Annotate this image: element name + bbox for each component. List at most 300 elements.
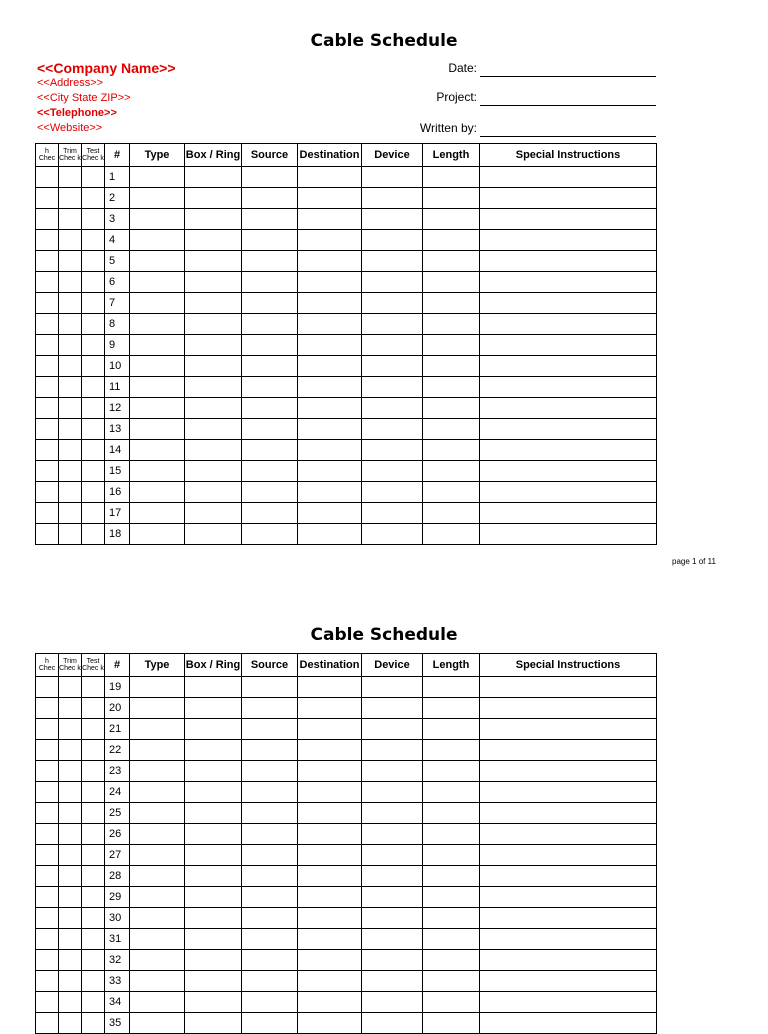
table-cell[interactable] bbox=[82, 740, 105, 761]
table-cell[interactable] bbox=[185, 461, 242, 482]
table-cell[interactable] bbox=[185, 188, 242, 209]
table-cell[interactable] bbox=[362, 314, 423, 335]
table-cell[interactable] bbox=[185, 719, 242, 740]
table-cell[interactable] bbox=[298, 440, 362, 461]
table-cell[interactable] bbox=[36, 503, 59, 524]
table-cell[interactable] bbox=[480, 398, 657, 419]
table-cell[interactable] bbox=[298, 929, 362, 950]
table-cell[interactable] bbox=[423, 314, 480, 335]
table-cell[interactable] bbox=[242, 845, 298, 866]
table-cell[interactable] bbox=[59, 188, 82, 209]
table-cell[interactable] bbox=[242, 230, 298, 251]
table-cell[interactable] bbox=[423, 698, 480, 719]
table-cell[interactable] bbox=[298, 167, 362, 188]
table-cell[interactable] bbox=[36, 992, 59, 1013]
table-cell[interactable] bbox=[59, 293, 82, 314]
table-cell[interactable] bbox=[362, 698, 423, 719]
table-cell[interactable] bbox=[59, 167, 82, 188]
table-cell[interactable] bbox=[59, 230, 82, 251]
table-cell[interactable] bbox=[82, 377, 105, 398]
table-cell[interactable] bbox=[298, 377, 362, 398]
table-cell[interactable] bbox=[82, 782, 105, 803]
table-cell[interactable] bbox=[82, 293, 105, 314]
project-field[interactable] bbox=[480, 105, 656, 106]
table-cell[interactable] bbox=[242, 188, 298, 209]
table-cell[interactable] bbox=[423, 293, 480, 314]
table-cell[interactable] bbox=[480, 440, 657, 461]
table-cell[interactable] bbox=[242, 887, 298, 908]
table-cell[interactable] bbox=[82, 398, 105, 419]
table-cell[interactable] bbox=[59, 251, 82, 272]
table-cell[interactable] bbox=[130, 398, 185, 419]
table-cell[interactable] bbox=[423, 1013, 480, 1034]
table-cell[interactable] bbox=[480, 503, 657, 524]
table-cell[interactable] bbox=[242, 398, 298, 419]
table-cell[interactable] bbox=[185, 761, 242, 782]
table-cell[interactable] bbox=[185, 1013, 242, 1034]
table-cell[interactable] bbox=[423, 167, 480, 188]
table-cell[interactable] bbox=[480, 971, 657, 992]
table-cell[interactable] bbox=[185, 377, 242, 398]
table-cell[interactable] bbox=[480, 482, 657, 503]
table-cell[interactable] bbox=[185, 971, 242, 992]
table-cell[interactable] bbox=[423, 188, 480, 209]
table-cell[interactable] bbox=[59, 740, 82, 761]
table-cell[interactable] bbox=[82, 167, 105, 188]
table-cell[interactable] bbox=[82, 845, 105, 866]
table-cell[interactable] bbox=[480, 719, 657, 740]
table-cell[interactable] bbox=[480, 293, 657, 314]
table-cell[interactable] bbox=[59, 356, 82, 377]
table-cell[interactable] bbox=[130, 314, 185, 335]
table-cell[interactable] bbox=[298, 188, 362, 209]
table-cell[interactable] bbox=[36, 167, 59, 188]
table-cell[interactable] bbox=[185, 782, 242, 803]
table-cell[interactable] bbox=[59, 824, 82, 845]
table-cell[interactable] bbox=[480, 929, 657, 950]
table-cell[interactable] bbox=[82, 908, 105, 929]
table-cell[interactable] bbox=[480, 761, 657, 782]
table-cell[interactable] bbox=[298, 992, 362, 1013]
table-cell[interactable] bbox=[242, 461, 298, 482]
table-cell[interactable] bbox=[423, 887, 480, 908]
table-cell[interactable] bbox=[242, 740, 298, 761]
table-cell[interactable] bbox=[130, 419, 185, 440]
table-cell[interactable] bbox=[242, 950, 298, 971]
table-cell[interactable] bbox=[185, 293, 242, 314]
table-cell[interactable] bbox=[480, 272, 657, 293]
table-cell[interactable] bbox=[36, 971, 59, 992]
table-cell[interactable] bbox=[298, 971, 362, 992]
table-cell[interactable] bbox=[298, 461, 362, 482]
table-cell[interactable] bbox=[423, 503, 480, 524]
table-cell[interactable] bbox=[82, 971, 105, 992]
table-cell[interactable] bbox=[59, 524, 82, 545]
table-cell[interactable] bbox=[130, 251, 185, 272]
table-cell[interactable] bbox=[423, 824, 480, 845]
table-cell[interactable] bbox=[298, 824, 362, 845]
table-cell[interactable] bbox=[362, 398, 423, 419]
table-cell[interactable] bbox=[59, 272, 82, 293]
table-cell[interactable] bbox=[298, 482, 362, 503]
table-cell[interactable] bbox=[362, 377, 423, 398]
table-cell[interactable] bbox=[298, 524, 362, 545]
table-cell[interactable] bbox=[36, 314, 59, 335]
table-cell[interactable] bbox=[36, 440, 59, 461]
table-cell[interactable] bbox=[298, 209, 362, 230]
table-cell[interactable] bbox=[298, 251, 362, 272]
table-cell[interactable] bbox=[59, 440, 82, 461]
table-cell[interactable] bbox=[82, 272, 105, 293]
table-cell[interactable] bbox=[362, 761, 423, 782]
table-cell[interactable] bbox=[36, 419, 59, 440]
table-cell[interactable] bbox=[36, 824, 59, 845]
written-by-field[interactable] bbox=[480, 136, 656, 137]
table-cell[interactable] bbox=[480, 887, 657, 908]
table-cell[interactable] bbox=[82, 356, 105, 377]
table-cell[interactable] bbox=[242, 377, 298, 398]
table-cell[interactable] bbox=[423, 803, 480, 824]
table-cell[interactable] bbox=[480, 188, 657, 209]
table-cell[interactable] bbox=[185, 824, 242, 845]
table-cell[interactable] bbox=[185, 992, 242, 1013]
table-cell[interactable] bbox=[362, 719, 423, 740]
table-cell[interactable] bbox=[130, 272, 185, 293]
table-cell[interactable] bbox=[423, 740, 480, 761]
table-cell[interactable] bbox=[362, 908, 423, 929]
table-cell[interactable] bbox=[242, 209, 298, 230]
table-cell[interactable] bbox=[36, 293, 59, 314]
table-cell[interactable] bbox=[185, 929, 242, 950]
table-cell[interactable] bbox=[130, 803, 185, 824]
table-cell[interactable] bbox=[362, 803, 423, 824]
table-cell[interactable] bbox=[362, 335, 423, 356]
table-cell[interactable] bbox=[480, 377, 657, 398]
table-cell[interactable] bbox=[362, 992, 423, 1013]
table-cell[interactable] bbox=[130, 188, 185, 209]
table-cell[interactable] bbox=[82, 677, 105, 698]
table-cell[interactable] bbox=[242, 971, 298, 992]
table-cell[interactable] bbox=[185, 677, 242, 698]
table-cell[interactable] bbox=[362, 419, 423, 440]
table-cell[interactable] bbox=[82, 698, 105, 719]
table-cell[interactable] bbox=[36, 698, 59, 719]
table-cell[interactable] bbox=[82, 419, 105, 440]
table-cell[interactable] bbox=[298, 230, 362, 251]
table-cell[interactable] bbox=[480, 698, 657, 719]
table-cell[interactable] bbox=[82, 461, 105, 482]
table-cell[interactable] bbox=[423, 461, 480, 482]
table-cell[interactable] bbox=[130, 971, 185, 992]
table-cell[interactable] bbox=[82, 251, 105, 272]
table-cell[interactable] bbox=[362, 866, 423, 887]
table-cell[interactable] bbox=[82, 230, 105, 251]
table-cell[interactable] bbox=[36, 761, 59, 782]
table-cell[interactable] bbox=[130, 503, 185, 524]
table-cell[interactable] bbox=[423, 782, 480, 803]
table-cell[interactable] bbox=[36, 950, 59, 971]
table-cell[interactable] bbox=[362, 188, 423, 209]
table-cell[interactable] bbox=[480, 356, 657, 377]
table-cell[interactable] bbox=[130, 293, 185, 314]
table-cell[interactable] bbox=[362, 740, 423, 761]
table-cell[interactable] bbox=[242, 908, 298, 929]
table-cell[interactable] bbox=[59, 503, 82, 524]
table-cell[interactable] bbox=[185, 698, 242, 719]
table-cell[interactable] bbox=[82, 1013, 105, 1034]
table-cell[interactable] bbox=[130, 356, 185, 377]
table-cell[interactable] bbox=[480, 524, 657, 545]
table-cell[interactable] bbox=[423, 356, 480, 377]
table-cell[interactable] bbox=[130, 377, 185, 398]
table-cell[interactable] bbox=[59, 698, 82, 719]
table-cell[interactable] bbox=[242, 524, 298, 545]
table-cell[interactable] bbox=[362, 782, 423, 803]
table-cell[interactable] bbox=[59, 929, 82, 950]
table-cell[interactable] bbox=[423, 251, 480, 272]
table-cell[interactable] bbox=[82, 524, 105, 545]
table-cell[interactable] bbox=[298, 398, 362, 419]
table-cell[interactable] bbox=[423, 440, 480, 461]
table-cell[interactable] bbox=[423, 209, 480, 230]
table-cell[interactable] bbox=[298, 503, 362, 524]
table-cell[interactable] bbox=[362, 971, 423, 992]
table-cell[interactable] bbox=[130, 698, 185, 719]
table-cell[interactable] bbox=[185, 209, 242, 230]
table-cell[interactable] bbox=[82, 929, 105, 950]
table-cell[interactable] bbox=[59, 782, 82, 803]
table-cell[interactable] bbox=[242, 272, 298, 293]
table-cell[interactable] bbox=[423, 992, 480, 1013]
table-cell[interactable] bbox=[242, 677, 298, 698]
table-cell[interactable] bbox=[59, 461, 82, 482]
table-cell[interactable] bbox=[480, 461, 657, 482]
table-cell[interactable] bbox=[242, 314, 298, 335]
table-cell[interactable] bbox=[36, 335, 59, 356]
table-cell[interactable] bbox=[298, 908, 362, 929]
table-cell[interactable] bbox=[185, 803, 242, 824]
table-cell[interactable] bbox=[423, 950, 480, 971]
table-cell[interactable] bbox=[298, 335, 362, 356]
table-cell[interactable] bbox=[59, 971, 82, 992]
table-cell[interactable] bbox=[423, 845, 480, 866]
table-cell[interactable] bbox=[82, 440, 105, 461]
table-cell[interactable] bbox=[130, 950, 185, 971]
table-cell[interactable] bbox=[242, 335, 298, 356]
table-cell[interactable] bbox=[59, 314, 82, 335]
table-cell[interactable] bbox=[362, 356, 423, 377]
table-cell[interactable] bbox=[298, 845, 362, 866]
table-cell[interactable] bbox=[185, 251, 242, 272]
table-cell[interactable] bbox=[423, 761, 480, 782]
table-cell[interactable] bbox=[82, 314, 105, 335]
table-cell[interactable] bbox=[423, 398, 480, 419]
table-cell[interactable] bbox=[59, 845, 82, 866]
table-cell[interactable] bbox=[36, 230, 59, 251]
table-cell[interactable] bbox=[480, 908, 657, 929]
table-cell[interactable] bbox=[82, 719, 105, 740]
table-cell[interactable] bbox=[59, 377, 82, 398]
table-cell[interactable] bbox=[185, 866, 242, 887]
table-cell[interactable] bbox=[480, 950, 657, 971]
table-cell[interactable] bbox=[298, 1013, 362, 1034]
table-cell[interactable] bbox=[298, 314, 362, 335]
table-cell[interactable] bbox=[185, 908, 242, 929]
table-cell[interactable] bbox=[36, 803, 59, 824]
table-cell[interactable] bbox=[130, 209, 185, 230]
table-cell[interactable] bbox=[59, 419, 82, 440]
table-cell[interactable] bbox=[36, 845, 59, 866]
table-cell[interactable] bbox=[130, 866, 185, 887]
table-cell[interactable] bbox=[130, 440, 185, 461]
table-cell[interactable] bbox=[59, 908, 82, 929]
table-cell[interactable] bbox=[82, 761, 105, 782]
table-cell[interactable] bbox=[298, 950, 362, 971]
table-cell[interactable] bbox=[82, 335, 105, 356]
table-cell[interactable] bbox=[362, 482, 423, 503]
table-cell[interactable] bbox=[130, 1013, 185, 1034]
table-cell[interactable] bbox=[423, 230, 480, 251]
table-cell[interactable] bbox=[480, 335, 657, 356]
table-cell[interactable] bbox=[82, 866, 105, 887]
table-cell[interactable] bbox=[130, 677, 185, 698]
table-cell[interactable] bbox=[362, 950, 423, 971]
table-cell[interactable] bbox=[36, 782, 59, 803]
table-cell[interactable] bbox=[185, 335, 242, 356]
table-cell[interactable] bbox=[298, 761, 362, 782]
table-cell[interactable] bbox=[36, 866, 59, 887]
table-cell[interactable] bbox=[59, 719, 82, 740]
table-cell[interactable] bbox=[298, 419, 362, 440]
table-cell[interactable] bbox=[362, 824, 423, 845]
table-cell[interactable] bbox=[242, 419, 298, 440]
table-cell[interactable] bbox=[423, 929, 480, 950]
table-cell[interactable] bbox=[362, 1013, 423, 1034]
table-cell[interactable] bbox=[36, 461, 59, 482]
table-cell[interactable] bbox=[36, 929, 59, 950]
table-cell[interactable] bbox=[36, 1013, 59, 1034]
table-cell[interactable] bbox=[423, 908, 480, 929]
table-cell[interactable] bbox=[185, 482, 242, 503]
table-cell[interactable] bbox=[130, 482, 185, 503]
table-cell[interactable] bbox=[36, 398, 59, 419]
table-cell[interactable] bbox=[242, 929, 298, 950]
table-cell[interactable] bbox=[423, 482, 480, 503]
table-cell[interactable] bbox=[242, 761, 298, 782]
table-cell[interactable] bbox=[130, 335, 185, 356]
table-cell[interactable] bbox=[362, 461, 423, 482]
table-cell[interactable] bbox=[242, 719, 298, 740]
table-cell[interactable] bbox=[362, 209, 423, 230]
table-cell[interactable] bbox=[423, 866, 480, 887]
table-cell[interactable] bbox=[298, 740, 362, 761]
table-cell[interactable] bbox=[36, 482, 59, 503]
table-cell[interactable] bbox=[423, 272, 480, 293]
table-cell[interactable] bbox=[36, 887, 59, 908]
table-cell[interactable] bbox=[185, 314, 242, 335]
table-cell[interactable] bbox=[480, 824, 657, 845]
table-cell[interactable] bbox=[82, 503, 105, 524]
table-cell[interactable] bbox=[480, 782, 657, 803]
table-cell[interactable] bbox=[36, 908, 59, 929]
table-cell[interactable] bbox=[185, 230, 242, 251]
table-cell[interactable] bbox=[480, 803, 657, 824]
date-field[interactable] bbox=[480, 76, 656, 77]
table-cell[interactable] bbox=[36, 272, 59, 293]
table-cell[interactable] bbox=[130, 167, 185, 188]
table-cell[interactable] bbox=[59, 992, 82, 1013]
table-cell[interactable] bbox=[130, 461, 185, 482]
table-cell[interactable] bbox=[36, 740, 59, 761]
table-cell[interactable] bbox=[362, 293, 423, 314]
table-cell[interactable] bbox=[36, 677, 59, 698]
table-cell[interactable] bbox=[130, 230, 185, 251]
table-cell[interactable] bbox=[36, 719, 59, 740]
table-cell[interactable] bbox=[423, 419, 480, 440]
table-cell[interactable] bbox=[480, 419, 657, 440]
table-cell[interactable] bbox=[362, 677, 423, 698]
table-cell[interactable] bbox=[59, 887, 82, 908]
table-cell[interactable] bbox=[59, 761, 82, 782]
table-cell[interactable] bbox=[82, 992, 105, 1013]
table-cell[interactable] bbox=[362, 503, 423, 524]
table-cell[interactable] bbox=[130, 824, 185, 845]
table-cell[interactable] bbox=[298, 866, 362, 887]
table-cell[interactable] bbox=[362, 272, 423, 293]
table-cell[interactable] bbox=[185, 845, 242, 866]
table-cell[interactable] bbox=[130, 740, 185, 761]
table-cell[interactable] bbox=[480, 209, 657, 230]
table-cell[interactable] bbox=[130, 782, 185, 803]
table-cell[interactable] bbox=[82, 209, 105, 230]
table-cell[interactable] bbox=[298, 698, 362, 719]
table-cell[interactable] bbox=[185, 950, 242, 971]
table-cell[interactable] bbox=[362, 251, 423, 272]
table-cell[interactable] bbox=[59, 398, 82, 419]
table-cell[interactable] bbox=[480, 230, 657, 251]
table-cell[interactable] bbox=[423, 971, 480, 992]
table-cell[interactable] bbox=[242, 1013, 298, 1034]
table-cell[interactable] bbox=[242, 698, 298, 719]
table-cell[interactable] bbox=[82, 482, 105, 503]
table-cell[interactable] bbox=[130, 845, 185, 866]
table-cell[interactable] bbox=[480, 866, 657, 887]
table-cell[interactable] bbox=[130, 908, 185, 929]
table-cell[interactable] bbox=[82, 950, 105, 971]
table-cell[interactable] bbox=[59, 950, 82, 971]
table-cell[interactable] bbox=[298, 356, 362, 377]
table-cell[interactable] bbox=[36, 188, 59, 209]
table-cell[interactable] bbox=[242, 782, 298, 803]
table-cell[interactable] bbox=[242, 992, 298, 1013]
table-cell[interactable] bbox=[185, 356, 242, 377]
table-cell[interactable] bbox=[36, 377, 59, 398]
table-cell[interactable] bbox=[36, 251, 59, 272]
table-cell[interactable] bbox=[362, 524, 423, 545]
table-cell[interactable] bbox=[480, 314, 657, 335]
table-cell[interactable] bbox=[36, 356, 59, 377]
table-cell[interactable] bbox=[242, 866, 298, 887]
table-cell[interactable] bbox=[59, 482, 82, 503]
table-cell[interactable] bbox=[480, 1013, 657, 1034]
table-cell[interactable] bbox=[242, 503, 298, 524]
table-cell[interactable] bbox=[185, 503, 242, 524]
table-cell[interactable] bbox=[242, 251, 298, 272]
table-cell[interactable] bbox=[36, 209, 59, 230]
table-cell[interactable] bbox=[185, 740, 242, 761]
table-cell[interactable] bbox=[82, 824, 105, 845]
table-cell[interactable] bbox=[59, 866, 82, 887]
